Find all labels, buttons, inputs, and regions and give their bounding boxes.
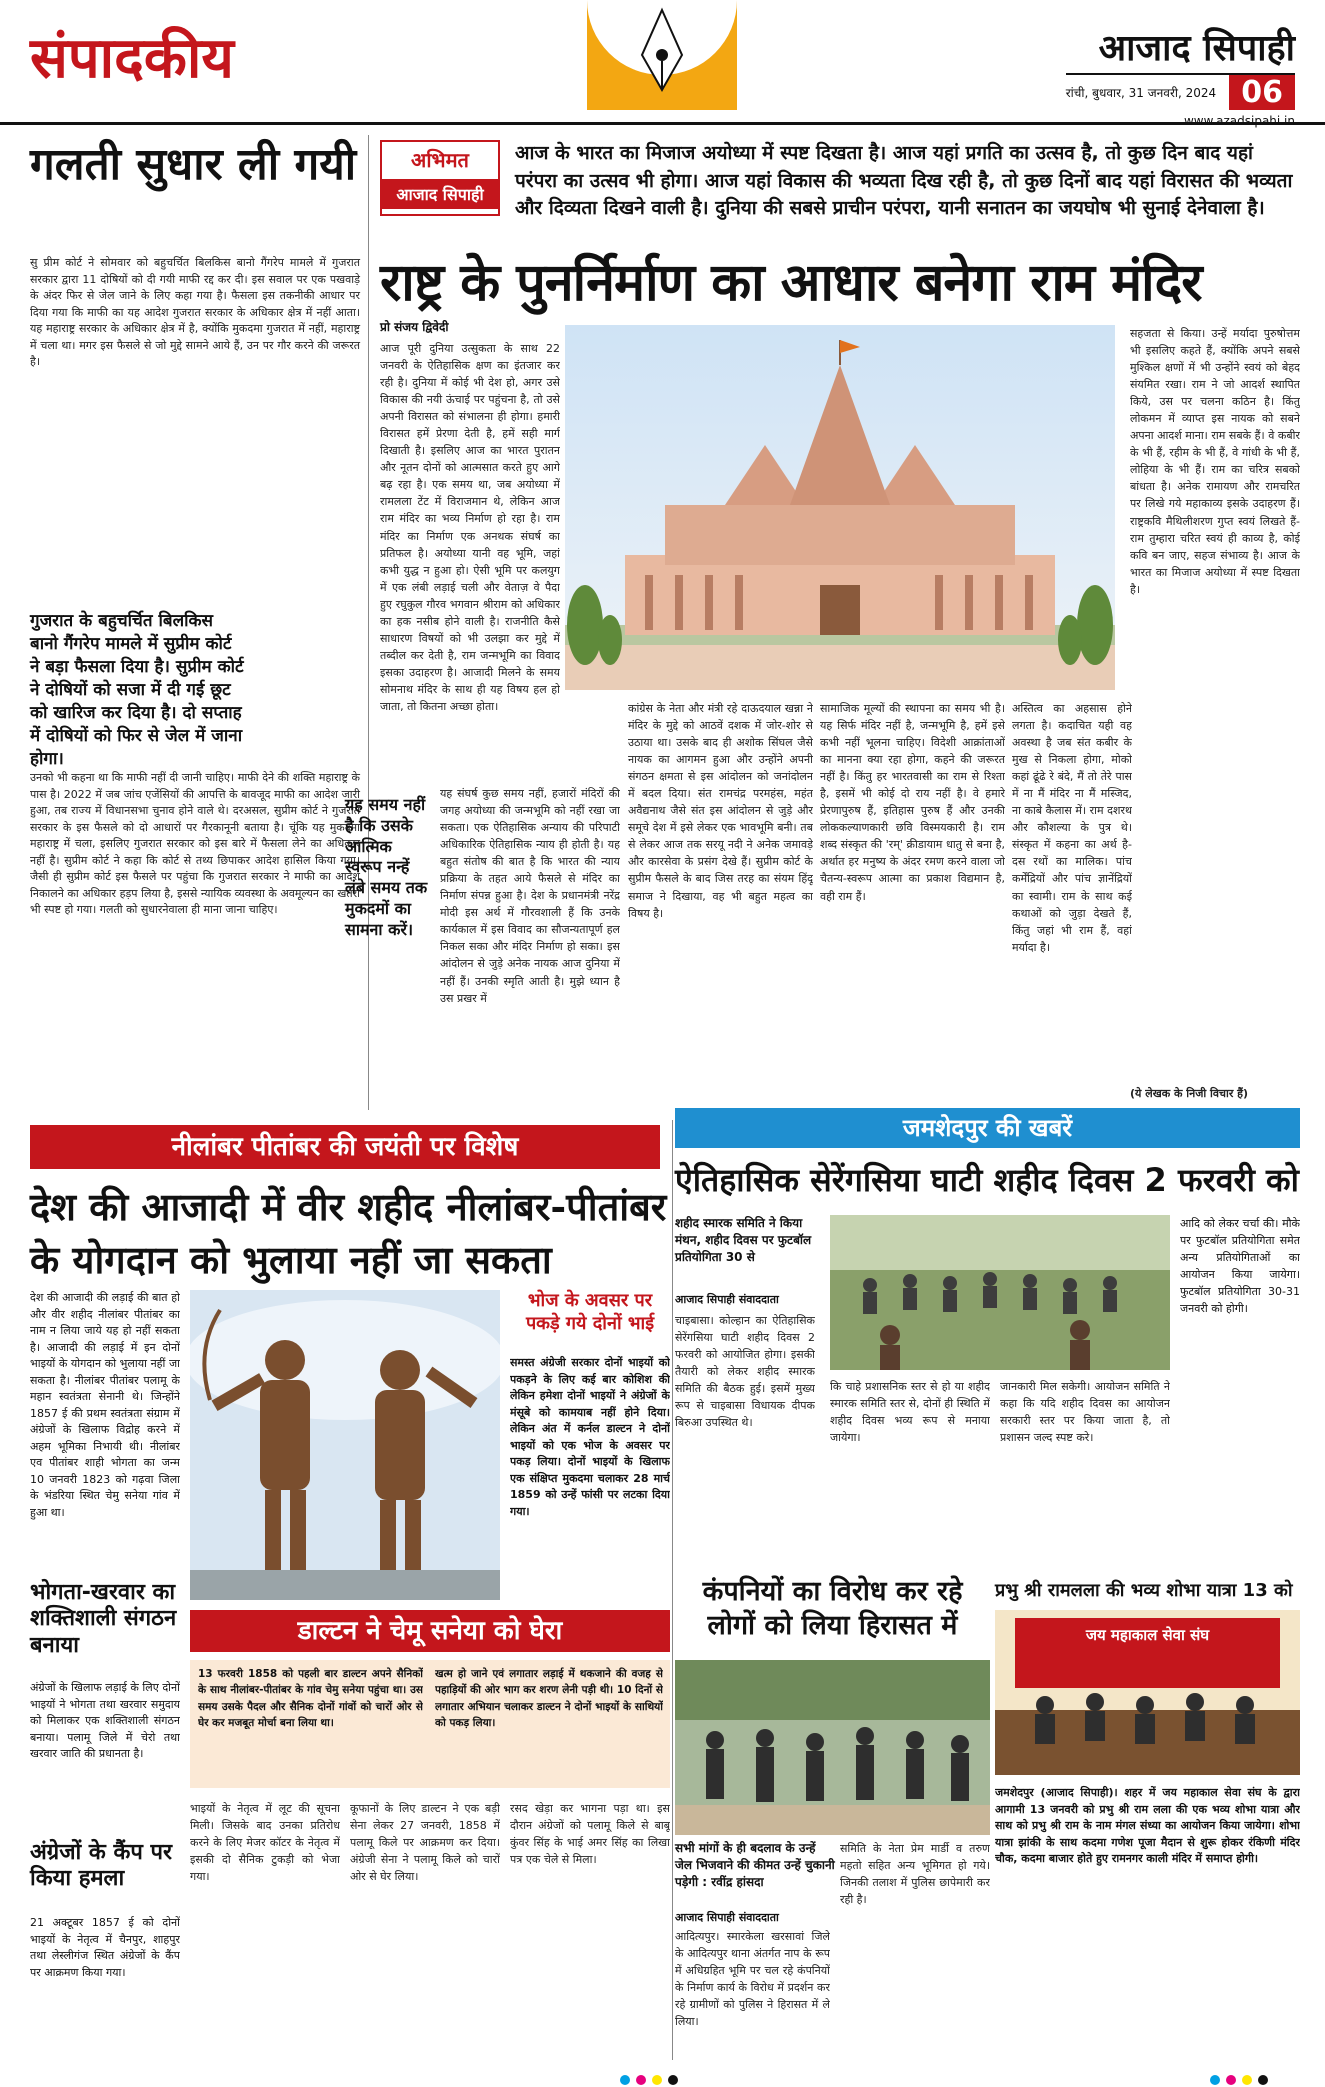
- kampani-body: आदित्यपुर। स्मारकेला खरसावां जिले के आदित्यपुर थाना अंतर्गत नाप के रूप में अधिग्रहित भूमि पर चल रहे कंपनियों के निर्माण कार्य के विरोध में प्रदर्शन कर रहे ग्रामीणों को पुलिस ने हिरासत में ले लिया।: [675, 1930, 830, 2029]
- correction-body: सु प्रीम कोर्ट ने सोमवार को बहुचर्चित बिलकिस बानो गैंगरेप मामले में गुजरात सरकार द्वारा 11 दोषियों को दी गयी माफी रद्द कर दी। इस सवाल पर एक पखवाड़े के अंदर फिर से जेल जाने के लिए कहा गया है। फैसला इस तकनीकी आधार पर दिया गया कि माफी का यह आदेश गुजरात सरकार के अधिकार क्षेत्र में नहीं आता। यह महाराष्ट्र सरकार के अधिकार क्षेत्र में है, क्योंकि मुकदमा गुजरात में नहीं, महाराष्ट्र में चला था। मगर इस फैसले से जो मुद्दे सामने आये हैं, उन पर गौर करने की जरूरत है।: [30, 256, 360, 368]
- statues-photo: [190, 1290, 500, 1600]
- nilambar-subhead-2: अंग्रेजों के कैंप पर किया हमला: [30, 1840, 172, 1892]
- opinion-label-top: अभिमत: [411, 148, 469, 172]
- jamshedpur-headline: ऐतिहासिक सेरेंगसिया घाटी शहीद दिवस 2 फरवरी को: [675, 1161, 1299, 1199]
- masthead: [0, 0, 1325, 128]
- column-divider: [672, 1120, 673, 2060]
- pen-nib-emblem: [582, 0, 742, 120]
- column-divider: [368, 135, 369, 1110]
- jamshedpur-byline: आजाद सिपाही संवाददाता: [675, 1293, 779, 1306]
- ram-body: जमशेदपुर (आजाद सिपाही)। शहर में जय महाकाल सेवा संघ के द्वारा आगामी 13 जनवरी को प्रभु श्री राम लला की एक भव्य शोभा यात्रा और साथ को प्रभु श्री राम के नाम मंगल संध्या का आयोजन किया जायेगा। शोभा यात्रा झांकी के साथ कदमा गणेश पूजा मैदान से शुरू होकर रंकिणी मंदिर चौक, कदमा बाजार होते हुए रामनगर काली मंदिर में समाप्त होगी।: [995, 1786, 1300, 1865]
- page-number: 06: [1229, 75, 1295, 110]
- dalton-lower-column-2: कूफानों के लिए डाल्टन ने एक बड़ी सेना लेकर 27 जनवरी, 1858 में पलामू किले पर आक्रमण कर दिया। अंग्रेजी सेना ने पलामू किले को चारों ओर से घेर लिया।: [350, 1802, 500, 1884]
- jamshedpur-body-right: आदि को लेकर चर्चा की। मौके पर फुटबॉल प्रतियोगिता समेत अन्य प्रतियोगिताओं का आयोजन किया जायेगा। फुटबॉल प्रतियोगिता 30-31 जनवरी को होगी।: [1180, 1217, 1300, 1316]
- jamshedpur-body-mid: कि चाहे प्रशासनिक स्तर से हो या शहीद स्मारक समिति स्तर से, दोनों ही स्थिति में शहीद दिवस भव्य रूप से मनाया जायेगा।: [830, 1380, 990, 1445]
- ram-headline: प्रभु श्री रामलला की भव्य शोभा यात्रा 13 को: [995, 1580, 1293, 1601]
- color-dots: [620, 2070, 684, 2087]
- main-headline: राष्ट्र के पुनर्निर्माण का आधार बनेगा राम मंदिर: [380, 252, 1202, 313]
- opinion-column-3: सामाजिक मूल्यों की स्थापना का समय भी है। यह सिर्फ मंदिर नहीं है, जन्मभूमि है, हमें इसे कभी नहीं भूलना चाहिए। विदेशी आक्रांताओं का मानना क्या रहा होगा, कहने की जरूरत नहीं है। किंतु हर भारतवासी का राम से रिश्ता है, इसमें भी कोई दो राय नहीं है। वे हमारे प्रेरणापुरुष हैं, इतिहास पुरुष हैं और उनकी लोककल्याणकारी छवि विस्मयकारी है। राम शब्द संस्कृत की 'रम्' क्रीडायाम धातु से बना है, अर्थात हर मनुष्य के अंदर रमण करने वाला जो चैतन्य-स्वरूप आत्मा का प्रकाश विद्यमान है, वही राम हैं।: [820, 702, 1005, 903]
- pull-quote: यह समय नहीं है कि उसके आत्मिक स्वरूप नन्हें लंबे समय तक मुकदमों का सामना करें।: [345, 795, 428, 939]
- author-note: (ये लेखक के निजी विचार हैं): [1130, 1087, 1249, 1100]
- footer-registration-marks: [0, 2062, 1325, 2087]
- correction-body-continued: उनको भी कहना था कि माफी नहीं दी जानी चाहिए। माफी देने की शक्ति महाराष्ट्र के पास है। 2022 में जब जांच एजेंसियों की आपत्ति के बावजूद माफी का आदेश जारी हुआ, तब राज्य में विधानसभा चुनाव होने वाले थे। दरअसल, सुप्रीम कोर्ट ने गुजरात सरकार के इस फैसले को दो आधारों पर गैरकानूनी बताया है। चूंकि यह मुकदमा महाराष्ट्र में चला, इसलिए गुजरात सरकार को इस बारे में फैसला लेने का अधिकार नहीं है। सुप्रीम कोर्ट ने कहा कि कोर्ट से तथ्य छिपाकर आदेश हासिल किया गया। जैसी ही सुप्रीम कोर्ट इस फैसले पर पहुंचा कि गुजरात सरकार ने माफी का आदेश निकालने का अधिकार हड़प लिया है, इससे न्यायिक व्यवस्था के अवमूल्यन का खतरा भी स्पष्ट हो गया। गलती को सुधारनेवाला ही माना जाना चाहिए।: [30, 771, 360, 916]
- correction-headline: गलती सुधार ली गयी: [30, 139, 357, 190]
- color-dots-right: [1210, 2070, 1274, 2087]
- opinion-label-bottom: आजाद सिपाही: [382, 179, 498, 209]
- brand-block: [1066, 22, 1295, 129]
- jamshedpur-deck: शहीद स्मारक समिति ने किया मंथन, शहीद दिवस पर फुटबॉल प्रतियोगिता 30 से: [675, 1216, 812, 1264]
- bhoj-headline: भोज के अवसर पर पकड़े गये दोनों भाई: [525, 1290, 655, 1334]
- dalton-band: डाल्टन ने चेमू सनेया को घेरा: [190, 1610, 670, 1652]
- opinion-column-2: कांग्रेस के नेता और मंत्री रहे दाऊदयाल खन्ना ने मंदिर के मुद्दे को आठवें दशक में जोर-शोर से उठाया था। उसके बाद ही अशोक सिंघल जैसे नायक का आगमन हुआ और उन्होंने अपनी संगठन क्षमता से इस आंदोलन को जनांदोलन में बदल दिया। संत रामचंद्र परमहंस, महंत अवैद्यनाथ जैसे संत इस आंदोलन से जुड़े और समूचे देश में इसे लेकर एक भावभूमि बनी। तब से लेकर आज तक सरयू नदी ने अनेक जमावड़े और कारसेवा के प्रसंग देखे हैं। सुप्रीम कोर्ट के सुप्रीम फैसले के बाद जिस तरह का संयम हिंदू समाज ने दिखाया, वह भी बहुत महत्व का विषय है।: [628, 702, 813, 920]
- author-byline: प्रो संजय द्विवेदी: [380, 320, 449, 334]
- nilambar-subhead-1-body: अंग्रेजों के खिलाफ लड़ाई के लिए दोनों भाइयों ने भोगता तथा खरवार समुदाय को मिलाकर एक शक्तिशाली संगठन बनाया। पलामू जिले में चेरो तथा खरवार जाति की प्रधानता है।: [30, 1681, 180, 1760]
- opinion-column-1b: यह संघर्ष कुछ समय नहीं, हजारों मंदिरों की जगह अयोध्या की जन्मभूमि को नहीं रखा जा सकता। एक ऐतिहासिक अन्याय की परिपाटी अधिकारिक ऐतिहासिक न्याय ही होती है। यह बहुत संतोष की बात है कि भारत की न्याय प्रक्रिया के तहत आये फैसले से मंदिर का निर्माण संपन्न हुआ है। देश के प्रधानमंत्री नरेंद्र मोदी इस अर्थ में गौरवशाली हैं कि उनके कार्यकाल में इस विवाद का सौजन्यतापूर्ण हल निकल सका और मंदिर निर्माण हो सका। इस आंदोलन से जुड़े अनेक नायक आज दुनिया में नहीं हैं। उनकी स्मृति आती है। मुझे ध्यान है उस प्रखर में: [440, 787, 620, 1005]
- nilambar-headline: देश की आजादी में वीर शहीद नीलांबर-पीतांबर के योगदान को भुलाया नहीं जा सकता: [30, 1184, 667, 1283]
- nilambar-subhead-1: भोगता-खरवार का शक्तिशाली संगठन बनाया: [30, 1580, 177, 1658]
- website-link[interactable]: www.azadsipahi.in: [1183, 114, 1295, 128]
- nilambar-band: नीलांबर पीतांबर की जयंती पर विशेष: [30, 1125, 660, 1169]
- bhoj-body: समस्त अंग्रेजी सरकार दोनों भाइयों को पकड़ने के लिए कई बार कोशिश की लेकिन हमेशा दोनों भाइयों ने अंग्रेजों के मंसूबे को कामयाब नहीं होने दिया। लेकिन अंत में कर्नल डाल्टन ने दोनों भाइयों को एक भोज के अवसर पर पकड़ लिया। दोनों भाइयों के खिलाफ एक संक्षिप्त मुकदमा चलाकर 28 मार्च 1859 को उन्हें फांसी पर लटका दिया गया।: [510, 1356, 670, 1518]
- dalton-lower-column-3: रसद खेड़ा कर भागना पड़ा था। इस दौरान अंग्रेजों को पलामू किले से बाबू कुंवर सिंह के भाई अमर सिंह का लिखा पत्र एक चेले से मिला।: [510, 1802, 670, 1867]
- jamshedpur-band: जमशेदपुर की खबरें: [675, 1108, 1300, 1148]
- dalton-column-2: खत्म हो जाने एवं लगातार लड़ाई में थकजाने की वजह से पहाड़ियों की ओर भाग कर शरण लेनी पड़ी थी। 10 दिनों से लगातार अभियान चलाकर डाल्टन ने दोनों भाइयों के साथियों को पकड़ लिया।: [435, 1668, 663, 1729]
- dalton-column-1: 13 फरवरी 1858 को पहली बार डाल्टन अपने सैनिकों के साथ नीलांबर-पीतांबर के गांव चेमु सनेया पहुंचा था। उस समय उसके पैदल और सैनिक दोनों गांवों को चारों ओर से घेर कर मजबूत मोर्चा बना लिया था।: [198, 1668, 423, 1729]
- opinion-column-4: अस्तित्व का अहसास होने लगता है। कदाचित यही वह अवस्था है जब संत कबीर के मुख से निकला होगा, मोको कहां ढूंढे रे बंदे, मैं तो तेरे पास में ना मैं मंदिर ना मैं मस्जिद, ना काबे कैलास में। राम दशरथ और कौशल्या के पुत्र थे। संस्कृत में कहना का अर्थ है- दस रथों का मालिक। पांच कर्मेंद्रियों और पांच ज्ञानेंद्रियों का स्वामी। राम के साथ कई कथाओं को जुड़ा देखते हैं, किंतु जहां भी राम हैं, वहां मर्यादा है।: [1012, 702, 1132, 954]
- kampani-headline: कंपनियों का विरोध कर रहे लोगों को लिया हिरासत में: [702, 1576, 963, 1641]
- jamshedpur-body-left: चाइबासा। कोल्हान का ऐतिहासिक सेरेंगसिया घाटी शहीद दिवस 2 फरवरी को आयोजित होगा। इसकी तैयारी को लेकर शहीद स्मारक समिति की बैठक हुई। इसमें मुख्य रूप से चाइबासा विधायक दीपक बिरुआ उपस्थित थे।: [675, 1314, 815, 1430]
- meeting-photo: [830, 1215, 1170, 1370]
- kampani-body-2: समिति के नेता प्रेम मार्डी व तरुण महतो सहित अन्य भूमिगत हो गये। जिनकी तलाश में पुलिस छापेमारी कर रही है।: [840, 1842, 990, 1907]
- ram-banner-text: जय महाकाल सेवा संघ: [1085, 1626, 1210, 1644]
- issue-date: रांची, बुधवार, 31 जनवरी, 2024: [1065, 86, 1217, 100]
- jamshedpur-body-mid-2: जानकारी मिल सकेगी। आयोजन समिति ने कहा कि यदि शहीद दिवस का आयोजन सरकारी स्तर पर किया जाता है, तो प्रशासन जल्द स्पष्ट करे।: [1000, 1380, 1170, 1445]
- kampani-caption: सभी मांगों के ही बदलाव के उन्हें जेल भिजवाने की कीमत उन्हें चुकानी पड़ेगी : रवींद्र हांसदा: [675, 1841, 835, 1889]
- opinion-intro: आज के भारत का मिजाज अयोध्या में स्पष्ट दिखता है। आज यहां प्रगति का उत्सव है, तो कुछ दिन बाद यहां परंपरा का उत्सव भी होगा। आज यहां विकास की भव्यता दिख रही है, तो कुछ दिनों बाद यहां विरासत की भव्यता और दिव्यता दिखने वाली है। दुनिया की सबसे प्राचीन परंपरा, यानी सनातन का जयघोष भी सुनाई देनेवाला है।: [515, 142, 1293, 220]
- dalton-lower-column-1: भाइयों के नेतृत्व में लूट की सूचना मिली। जिसके बाद उनका प्रतिरोध करने के लिए मेजर कॉटर के नेतृत्व में इसकी दो सैनिक टुकड़ी को भेजा गया।: [190, 1802, 340, 1884]
- brand-name: आजाद सिपाही: [1066, 22, 1295, 75]
- nilambar-subhead-2-body: 21 अक्टूबर 1857 ई को दोनों भाइयों के नेतृत्व में चैनपुर, शाहपुर तथा लेस्लीगंज स्थित अंग्रेजों के कैंप पर आक्रमण किया गया।: [30, 1916, 180, 1979]
- nilambar-body: देश की आजादी की लड़ाई की बात हो और वीर शहीद नीलांबर पीतांबर का नाम न लिया जाये यह हो नहीं सकता है। आजादी की लड़ाई में इन दोनों भाइयों के योगदान को भुलाया नहीं जा सकता है। नीलांबर पीतांबर पलामू के महान स्वतंत्रता सेनानी थे। जिन्होंने 1857 ई की प्रथम स्वतंत्रता संग्राम में अंग्रेजों के खिलाफ विद्रोह करने में अहम भूमिका निभायी थी। नीलांबर एव पीतांबर शाही भोगता का जन्म 10 जनवरी 1823 को गढ़वा जिला के भंडरिया स्थित चेमु सनेया गांव में हुआ था।: [30, 1291, 180, 1519]
- section-title: संपादकीय: [30, 25, 234, 91]
- kampani-byline: आजाद सिपाही संवाददाता: [675, 1911, 779, 1924]
- opinion-column-5: सहजता से किया। उन्हें मर्यादा पुरुषोत्तम भी इसलिए कहते हैं, क्योंकि अपने सबसे मुश्किल क्षणों में भी उन्होंने स्वयं को बेहद संयमित रखा। राम ने जो आदर्श स्थापित किये, उस पर चलना कठिन है। किंतु लोकमन में व्याप्त इस नायक को सबने अपना आदर्श माना। राम सबके हैं। वे कबीर के भी हैं, रहीम के भी हैं, वे गांधी के भी हैं, लोहिया के भी हैं। राम का चरित्र सबको बांधता है। अनेक रामायण और रामचरित पर लिखे गये महाकाव्य इसके उदाहरण हैं। राष्ट्रकवि मैथिलीशरण गुप्त स्वयं लिखते हैं- राम तुम्हारा चरित स्वयं ही काव्य है, कोई कवि बन जाए, सहज संभाव्य है। आज के भारत का मिजाज अयोध्या में स्पष्ट दिखता है।: [1130, 327, 1300, 596]
- opinion-label: [380, 140, 500, 216]
- correction-highlight: गुजरात के बहुचर्चित बिलकिस बानो गैंगरेप मामले में सुप्रीम कोर्ट ने बड़ा फैसला दिया है। सुप्रीम कोर्ट ने दोषियों को सजा में दी गई छूट को खारिज कर दिया है। दो सप्ताह में दोषियों को फिर से जेल में जाना होगा।: [30, 611, 244, 769]
- opinion-column-1: आज पूरी दुनिया उत्सुकता के साथ 22 जनवरी के ऐतिहासिक क्षण का इंतजार कर रही है। दुनिया में कोई भी देश हो, अगर उसे विकास की नयी ऊंचाई पर पहुंचना है, तो उसे अपनी विरासत को संभालना ही होगा। हमारी विरासत हमें प्रेरणा देती है, हमें सही मार्ग दिखाती है। इसलिए आज का भारत पुरातन और नूतन दोनों को आत्मसात करते हुए आगे बढ़ रहा है। एक समय था, जब अयोध्या में रामलला टेंट में विराजमान थे, लेकिन आज राम मंदिर का भव्य निर्माण हो रहा है। राम मंदिर का निर्माण एक अनथक संघर्ष का प्रतिफल है। अयोध्या यानी वह भूमि, जहां कभी युद्ध न हुआ हो। ऐसी भूमि पर कलयुग में एक लंबी लड़ाई चली और वेताज़ वे पैदा हुए रघुकुल गौरव भगवान श्रीराम को अधिकार का हक नसीब होने वाली है। राजनीति कैसे साधारण विषयों को भी उलझा कर मुद्दे में तब्दील कर देती है, राम जन्मभूमि का विवाद इसका उदाहरण है। आजादी मिलने के समय सोमनाथ मंदिर के साथ ही यह विषय हल हो जाता, तो कितना अच्छा होता।: [380, 342, 560, 713]
- ram-temple-photo: [565, 325, 1115, 690]
- protest-photo: [675, 1660, 990, 1835]
